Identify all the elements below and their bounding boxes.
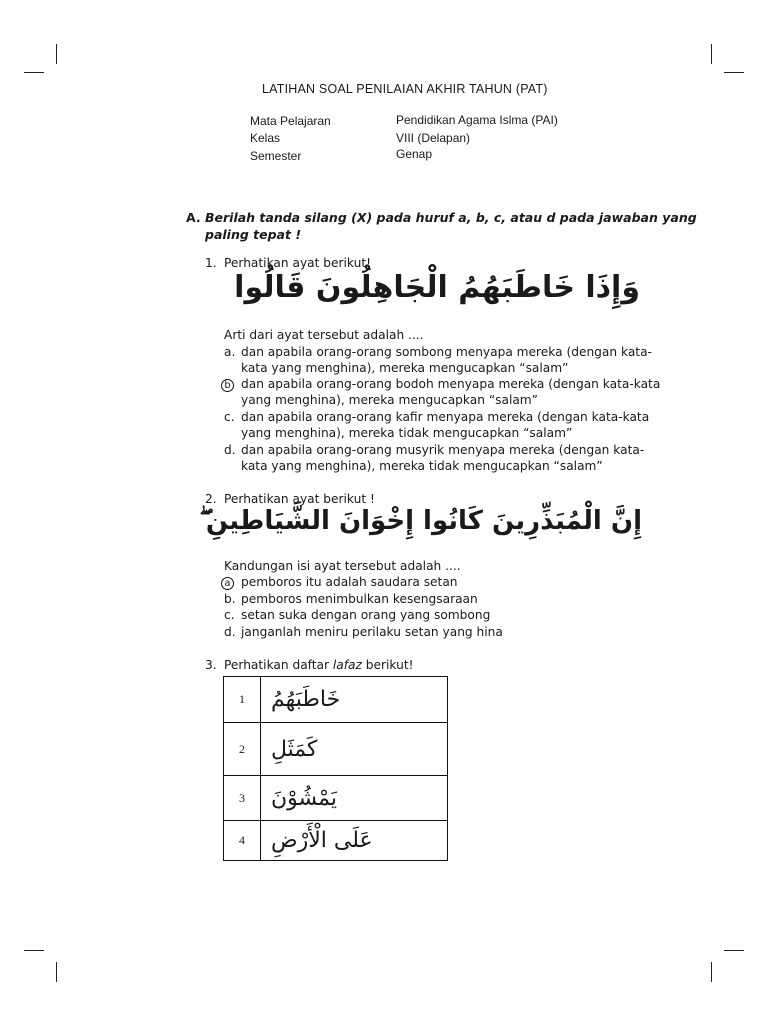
q2-option-a-letter-circled	[221, 574, 234, 590]
q1-arabic-verse: وَإِذَا خَاطَبَهُمُ الْجَاهِلُونَ قَالُوا	[234, 270, 640, 305]
q2-option-c-text[interactable]: setan suka dengan orang yang sombong	[241, 608, 491, 622]
page-title: LATIHAN SOAL PENILAIAN AKHIR TAHUN (PAT)	[262, 82, 548, 96]
q1-option-b-line2[interactable]: yang menghina), mereka mengucapkan “salam”	[241, 393, 538, 407]
crop-mark	[724, 950, 744, 951]
crop-mark	[24, 72, 44, 73]
q1-option-d-letter: d.	[224, 443, 236, 457]
meta-value-subject: Pendidikan Agama Islma (PAI)	[396, 113, 558, 127]
q1-option-c-line2[interactable]: yang menghina), mereka tidak mengucapkan “salam”	[241, 426, 573, 440]
lafaz-number: 4	[224, 821, 261, 861]
crop-mark	[724, 72, 744, 73]
meta-value-class: VIII (Delapan)	[396, 131, 471, 145]
q1-option-b-letter-circled	[221, 376, 234, 392]
section-instruction-line1: Berilah tanda silang (X) pada huruf a, b, c, atau d pada jawaban yang	[205, 210, 697, 225]
lafaz-word: خَاطَبَهُمُ	[261, 677, 448, 723]
q3-prompt-after: berikut!	[361, 658, 414, 672]
q2-number: 2.	[205, 492, 217, 506]
meta-label-semester: Semester	[250, 149, 302, 163]
lafaz-word: يَمْشُوْنَ	[261, 776, 448, 821]
q2-option-c-letter: c.	[224, 608, 235, 622]
table-row	[224, 821, 448, 861]
q2-stem: Kandungan isi ayat tersebut adalah ....	[224, 559, 461, 573]
lafaz-number: 3	[224, 776, 261, 821]
table-row	[224, 677, 448, 723]
q2-arabic-verse: إِنَّ الْمُبَذِّرِينَ كَانُوا إِخْوَانَ الشَّيَاطِينِ ۖ	[199, 506, 642, 536]
q2-option-d-text[interactable]: janganlah meniru perilaku setan yang hina	[241, 625, 503, 639]
q1-option-d-line1[interactable]: dan apabila orang-orang musyrik menyapa mereka (dengan kata-	[241, 443, 645, 457]
q1-option-b-line1[interactable]: dan apabila orang-orang bodoh menyapa mereka (dengan kata-kata	[241, 377, 661, 391]
q3-prompt-before: Perhatikan daftar	[224, 658, 333, 672]
q2-option-d-letter: d.	[224, 625, 236, 639]
lafaz-word: عَلَى الْأَرْضِ	[261, 821, 448, 861]
q2-option-a-text[interactable]: pemboros itu adalah saudara setan	[241, 575, 458, 589]
crop-mark	[56, 962, 57, 982]
q3-number: 3.	[205, 658, 217, 672]
q2-option-b-text[interactable]: pemboros menimbulkan kesengsaraan	[241, 592, 478, 606]
lafaz-table	[223, 676, 448, 861]
q2-option-b-letter: b.	[224, 592, 236, 606]
q3-prompt	[224, 657, 413, 673]
lafaz-number: 2	[224, 723, 261, 776]
q1-option-a-line2[interactable]: kata yang menghina), mereka mengucapkan “salam”	[241, 361, 569, 375]
q3-prompt-italic: lafaz	[332, 658, 362, 672]
q1-stem: Arti dari ayat tersebut adalah ....	[224, 328, 424, 342]
table-row	[224, 723, 448, 776]
crop-mark	[711, 962, 712, 982]
q1-option-c-letter: c.	[224, 410, 235, 424]
answer-circle-mark: a	[221, 577, 234, 590]
meta-label-class: Kelas	[250, 131, 281, 145]
q1-option-a-line1[interactable]: dan apabila orang-orang sombong menyapa mereka (dengan kata-	[241, 345, 652, 359]
table-row	[224, 776, 448, 821]
answer-circle-mark: b	[221, 379, 234, 392]
crop-mark	[56, 44, 57, 64]
q1-option-c-line1[interactable]: dan apabila orang-orang kafir menyapa mereka (dengan kata-kata	[241, 410, 650, 424]
section-instruction-line2: paling tepat !	[205, 227, 302, 242]
q1-prompt: Perhatikan ayat berikut!	[224, 256, 371, 270]
q1-option-a-letter: a.	[224, 345, 236, 359]
section-letter: A.	[186, 210, 201, 225]
q1-number: 1.	[205, 256, 217, 270]
meta-value-semester: Genap	[396, 147, 433, 161]
crop-mark	[24, 950, 44, 951]
lafaz-word: كَمَثَلِ	[261, 723, 448, 776]
q1-option-d-line2[interactable]: kata yang menghina), mereka tidak mengucapkan “salam”	[241, 459, 603, 473]
lafaz-number: 1	[224, 677, 261, 723]
q2-prompt: Perhatikan ayat berikut !	[224, 492, 375, 506]
crop-mark	[711, 44, 712, 64]
meta-label-subject: Mata Pelajaran	[250, 114, 331, 128]
